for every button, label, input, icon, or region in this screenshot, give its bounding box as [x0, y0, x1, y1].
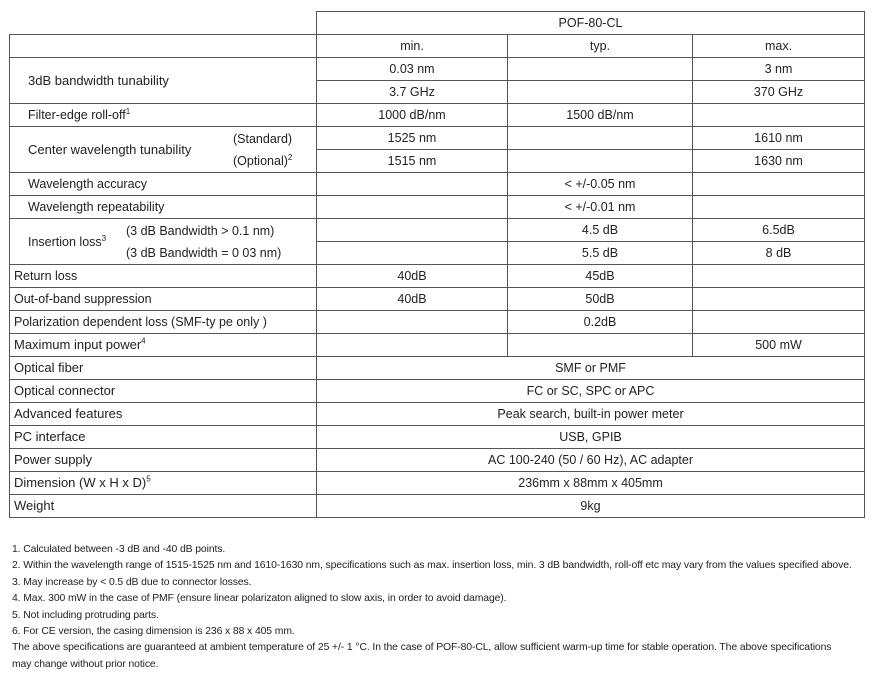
- table-row: [10, 288, 865, 311]
- cell-min: 1515 nm: [317, 150, 508, 173]
- row-label: Return loss: [10, 265, 317, 288]
- row-label: Optical connector: [10, 380, 317, 403]
- cell-value: AC 100-240 (50 / 60 Hz), AC adapter: [317, 449, 865, 472]
- header-blank-2: [10, 35, 317, 58]
- footnote-ref: 1: [125, 106, 131, 116]
- cell-min: 40dB: [317, 288, 508, 311]
- row-label: [10, 472, 317, 495]
- row-label: Wavelength accuracy: [10, 173, 317, 196]
- cell-min: 3.7 GHz: [317, 81, 508, 104]
- cell-value: USB, GPIB: [317, 426, 865, 449]
- cell-min: 0.03 nm: [317, 58, 508, 81]
- cell-min: 40dB: [317, 265, 508, 288]
- cell-typ: [508, 81, 693, 104]
- row-label: [10, 219, 317, 265]
- footnote-disclaimer-1: The above specifications are guaranteed at ambient temperature of 25 +/- 1 °C. In the case of POF-80-CL, allow sufficient warm-up time for stable operation. The above specifications: [12, 642, 832, 654]
- cell-value: 9kg: [317, 495, 865, 518]
- row-label: [10, 334, 317, 357]
- cell-value: FC or SC, SPC or APC: [317, 380, 865, 403]
- table-row: [10, 219, 865, 242]
- table-row: [10, 173, 865, 196]
- cell-max: 6.5dB: [693, 219, 865, 242]
- cell-typ: 1500 dB/nm: [508, 104, 693, 127]
- table-row: [10, 196, 865, 219]
- cell-typ: [508, 127, 693, 150]
- cell-typ: < +/-0.01 nm: [508, 196, 693, 219]
- cell-min: [317, 311, 508, 334]
- cell-typ: 4.5 dB: [508, 219, 693, 242]
- footnote-1: 1. Calculated between -3 dB and -40 dB points.: [12, 544, 226, 555]
- cell-max: 500 mW: [693, 334, 865, 357]
- footnote-ref: 3: [101, 233, 107, 243]
- table-row: [10, 495, 865, 518]
- cell-max: [693, 173, 865, 196]
- table-row: [10, 311, 865, 334]
- footnote-2: 2. Within the wavelength range of 1515-1525 nm and 1610-1630 nm, specifications such as max. insertion loss, min. 3 dB bandwidth, roll-off etc may vary from the values specified above.: [12, 560, 852, 572]
- table-row: [10, 426, 865, 449]
- cell-min: 1000 dB/nm: [317, 104, 508, 127]
- table-row: [10, 58, 865, 81]
- cell-typ: [508, 58, 693, 81]
- header-row-cols: [10, 35, 865, 58]
- footnote-ref: 4: [141, 336, 146, 346]
- table-row: [10, 265, 865, 288]
- cell-max: [693, 265, 865, 288]
- cell-min: [317, 242, 508, 265]
- row-label: Polarization dependent loss (SMF-ty pe only ): [10, 311, 317, 334]
- cell-min: [317, 334, 508, 357]
- cell-max: [693, 311, 865, 334]
- footnote-ref: 2: [287, 152, 293, 162]
- spec-table: [9, 11, 865, 518]
- il-condition-1: (3 dB Bandwidth > 0.1 nm): [126, 223, 275, 238]
- header-row-model: [10, 12, 865, 35]
- row-label-text: Center wavelength tunability: [28, 141, 192, 157]
- row-label-text: Filter-edge roll-off: [28, 108, 126, 122]
- col-min-header: min.: [317, 35, 508, 58]
- cell-typ: < +/-0.05 nm: [508, 173, 693, 196]
- table-row: [10, 403, 865, 426]
- row-label: Optical fiber: [10, 357, 317, 380]
- cell-min: [317, 196, 508, 219]
- footnote-disclaimer-2: may change without prior notice.: [12, 658, 159, 670]
- cell-max: 1630 nm: [693, 150, 865, 173]
- row-label: Weight: [10, 495, 317, 518]
- cell-max: [693, 104, 865, 127]
- table-row: [10, 104, 865, 127]
- cell-min: 1525 nm: [317, 127, 508, 150]
- table-row: [10, 472, 865, 495]
- cell-max: 370 GHz: [693, 81, 865, 104]
- row-label: 3dB bandwidth tunability: [10, 58, 317, 104]
- cell-typ: [508, 334, 693, 357]
- footnote-6: 6. For CE version, the casing dimension is 236 x 88 x 405 mm.: [12, 626, 295, 638]
- row-label-text: Maximum input power: [14, 337, 142, 352]
- cell-max: [693, 196, 865, 219]
- row-label-text: Dimension (W x H x D): [14, 475, 147, 490]
- cell-typ: [508, 150, 693, 173]
- cell-min: [317, 173, 508, 196]
- header-blank: [10, 12, 317, 35]
- row-label: [10, 104, 317, 127]
- footnote-4: 4. Max. 300 mW in the case of PMF (ensure linear polarizaton aligned to slow axis, in order to avoid damage).: [12, 593, 507, 605]
- row-label: Advanced features: [10, 403, 317, 426]
- col-typ-header: typ.: [508, 35, 693, 58]
- cell-value: 236mm x 88mm x 405mm: [317, 472, 865, 495]
- footnote-3: 3. May increase by < 0.5 dB due to connector losses.: [12, 576, 252, 588]
- cell-typ: 5.5 dB: [508, 242, 693, 265]
- il-condition-2: (3 dB Bandwidth = 0 03 nm): [126, 245, 282, 260]
- cell-value: SMF or PMF: [317, 357, 865, 380]
- footnotes: [12, 542, 862, 673]
- row-label: Wavelength repeatability: [10, 196, 317, 219]
- cell-typ: 50dB: [508, 288, 693, 311]
- row-label: [10, 127, 317, 173]
- table-row: [10, 357, 865, 380]
- cell-max: [693, 288, 865, 311]
- cell-typ: 45dB: [508, 265, 693, 288]
- row-label: Out-of-band suppression: [10, 288, 317, 311]
- row-label-text: [28, 231, 126, 253]
- footnote-ref: 5: [146, 474, 151, 484]
- table-row: [10, 334, 865, 357]
- footnote-5: 5. Not including protruding parts.: [12, 609, 159, 621]
- model-header: POF-80-CL: [317, 12, 865, 35]
- row-label: PC interface: [10, 426, 317, 449]
- cell-min: [317, 219, 508, 242]
- row-label: Power supply: [10, 449, 317, 472]
- cell-typ: 0.2dB: [508, 311, 693, 334]
- cwl-standard-label: (Standard): [233, 131, 293, 146]
- cwl-optional-label: [233, 150, 292, 172]
- table-row: [10, 380, 865, 403]
- cwl-optional-text: (Optional): [233, 153, 288, 168]
- insertion-loss-text: Insertion loss: [28, 234, 102, 249]
- col-max-header: max.: [693, 35, 865, 58]
- cell-max: 8 dB: [693, 242, 865, 265]
- cell-value: Peak search, built-in power meter: [317, 403, 865, 426]
- cell-max: 1610 nm: [693, 127, 865, 150]
- table-row: [10, 127, 865, 150]
- table-row: [10, 449, 865, 472]
- cell-max: 3 nm: [693, 58, 865, 81]
